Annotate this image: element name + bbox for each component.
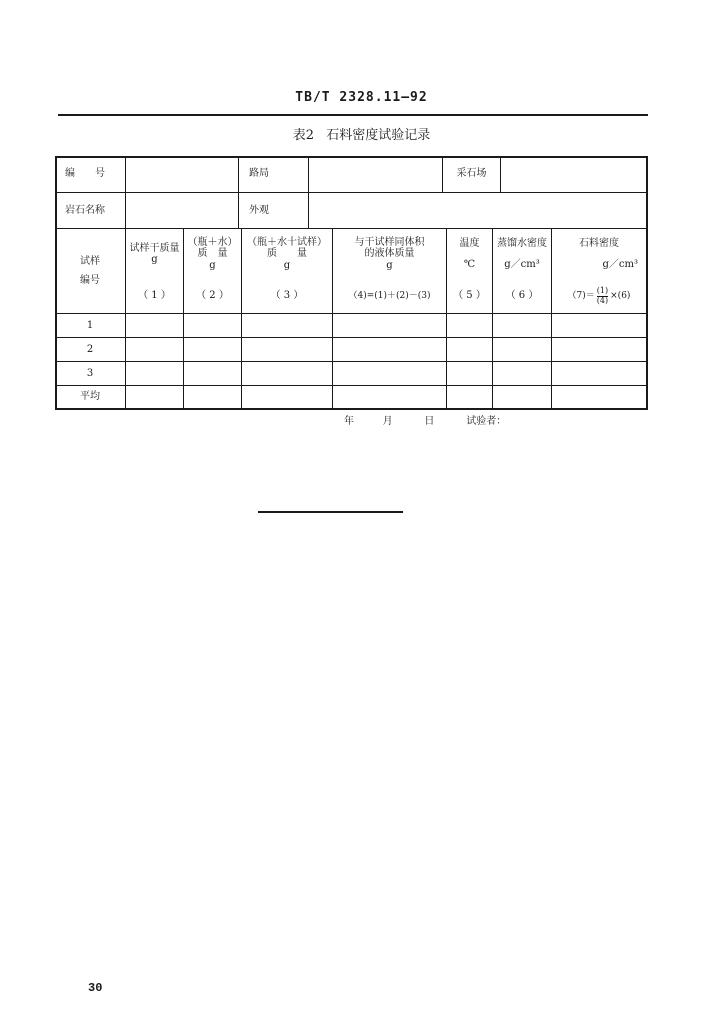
serial-number-field[interactable] [126,156,238,192]
col1-header [126,229,183,279]
col6-unit: g／cm³ [504,259,540,270]
grid-line [55,337,648,338]
col3-name: （瓶＋水十试样） 质 量 [247,236,327,260]
col4-header [333,229,446,279]
table-border-right [646,156,648,410]
month-label: 月 [382,416,393,427]
railway-bureau-field[interactable] [309,156,442,192]
appearance-field[interactable] [309,193,646,228]
col1-name: 试样干质量 [129,242,180,254]
col7-formula-fraction [597,287,608,306]
col2-unit: g [209,259,216,271]
col5-header [447,229,492,279]
col7-formula-suffix: ×(6) [610,290,631,301]
end-of-table-rule [258,511,403,513]
col4-code: （4)=(1)＋(2)－(3) [348,290,431,301]
table-border-bottom [55,408,648,410]
col7-header [552,229,646,279]
row-label-2: 2 [86,343,94,355]
quarry-label: 采石场 [456,168,487,180]
col2-header [184,229,241,279]
col5-name: 温度 [459,237,480,249]
col7-formula-denominator: (4) [596,295,609,305]
grid-line [55,361,648,362]
col6-name: 蒸馏水密度 [497,237,547,249]
col1-code: （ 1 ） [138,290,171,302]
col2-code: （ 2 ） [196,290,229,302]
specimen-number-header: 试样 编号 [80,256,100,286]
table-title: 石料密度试验记录 [326,128,431,143]
col7-formula-prefix: （7)＝ [567,290,595,301]
railway-bureau-label: 路局 [249,168,269,180]
col3-unit: g [283,259,291,271]
col6-code: （ 6 ） [505,290,539,302]
signature-line [344,412,506,427]
col5-code: （ 5 ） [453,290,486,302]
col4-name: 与干试样同体积 的液体质量 [354,236,425,260]
quarry-field[interactable] [501,156,646,192]
tester-label: 试验者： [466,416,507,427]
grid-line [55,313,648,314]
density-test-record-table [55,156,648,410]
col6-header [493,229,551,279]
table-caption [0,124,723,143]
col7-formula-numerator: (1) [596,285,609,295]
col1-unit: g [151,254,158,265]
appearance-label: 外观 [249,204,269,216]
col5-unit: ℃ [463,259,476,270]
col7-unit: g／cm³ [602,259,638,270]
row-label-3: 3 [86,367,94,379]
row-label-average: 平均 [80,391,100,403]
col7-formula [552,279,646,313]
row-label-1: 1 [86,319,94,331]
col3-code: （ 3 ） [270,290,304,302]
col4-unit: g [386,259,393,271]
page-number: 30 [88,981,103,995]
grid-line [55,385,648,386]
year-label: 年 [344,416,354,427]
table-number: 表2 [292,128,315,143]
standard-code: TB/T 2328.11—92 [295,90,428,105]
rock-name-label: 岩石名称 [65,204,105,216]
serial-number-label: 编 号 [65,168,105,180]
col3-header [242,229,332,279]
day-label: 日 [424,416,435,427]
col2-name: （瓶＋水） 质 量 [187,236,238,260]
header-rule [58,114,648,116]
col7-name: 石料密度 [579,237,619,249]
rock-name-field[interactable] [126,193,238,228]
